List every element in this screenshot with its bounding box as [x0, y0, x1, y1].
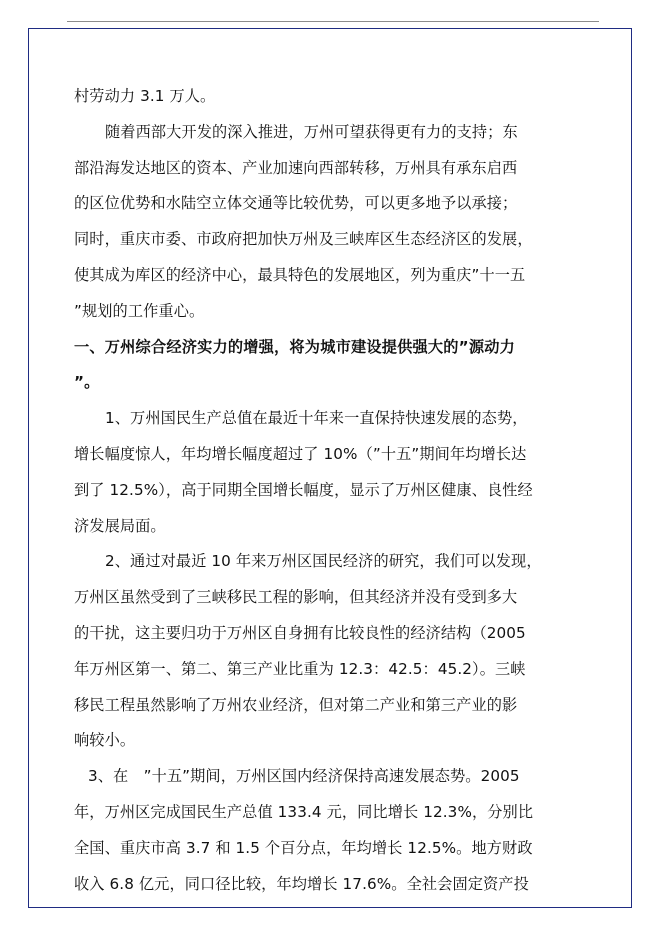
heading-line: 一、万州综合经济实力的增强，将为城市建设提供强大的”源动力: [74, 337, 516, 356]
header-rule: [67, 21, 599, 22]
text-line: 年，万州区完成国民生产总值 133.4 元，同比增长 12.3%，分别比: [74, 802, 534, 821]
text-line: 增长幅度惊人，年均增长幅度超过了 10%（”十五”期间年均增长达: [74, 444, 527, 463]
section-heading: [74, 330, 594, 402]
text-line: 万州区虽然受到了三峡移民工程的影响，但其经济并没有受到多大: [74, 588, 518, 607]
paragraph-intro-end: [74, 79, 594, 115]
text-line: 济发展局面。: [74, 516, 166, 535]
text-line: ”规划的工作重心。: [74, 301, 205, 320]
text-line: 同时，重庆市委、市政府把加快万州及三峡库区生态经济区的发展，: [74, 230, 533, 249]
text-line: 的干扰，这主要归功于万州区自身拥有比较良性的经济结构（2005: [74, 623, 526, 642]
text-line: 全国、重庆市高 3.7 和 1.5 个百分点，年均增长 12.5%。地方财政: [74, 838, 533, 857]
text-line: 1、万州国民生产总值在最近十年来一直保持快速发展的态势，: [105, 409, 528, 428]
paragraph-point-1: [74, 401, 594, 544]
text-line: 使其成为库区的经济中心，最具特色的发展地区，列为重庆”十一五: [74, 265, 526, 284]
text-line: 移民工程虽然影响了万州农业经济，但对第二产业和第三产业的影: [74, 695, 518, 714]
text-line: 到了 12.5%），高于同期全国增长幅度，显示了万州区健康、良性经: [74, 480, 533, 499]
paragraph-point-3: [74, 759, 594, 902]
document-body: [74, 79, 594, 902]
text-line: 年万州区第一、第二、第三产业比重为 12.3：42.5：45.2）。三峡: [74, 659, 526, 678]
text-line: 响较小。: [74, 731, 136, 750]
text-line: 随着西部大开发的深入推进，万州可望获得更有力的支持；东: [105, 122, 518, 141]
text-line: 2、通过对最近 10 年来万州区国民经济的研究，我们可以发现，: [105, 552, 542, 571]
text-line: 村劳动力 3.1 万人。: [74, 87, 216, 105]
text-line: 部沿海发达地区的资本、产业加速向西部转移，万州具有承东启西: [74, 158, 518, 177]
paragraph-development: [74, 115, 594, 330]
heading-line: ”。: [74, 373, 100, 392]
text-line: 收入 6.8 亿元，同口径比较，年均增长 17.6%。全社会固定资产投: [74, 874, 529, 893]
paragraph-point-2: [74, 544, 594, 759]
text-line: 的区位优势和水陆空立体交通等比较优势，可以更多地予以承接；: [74, 194, 518, 213]
text-line: 3、在 ”十五”期间，万州区国内经济保持高速发展态势。2005: [88, 767, 520, 786]
